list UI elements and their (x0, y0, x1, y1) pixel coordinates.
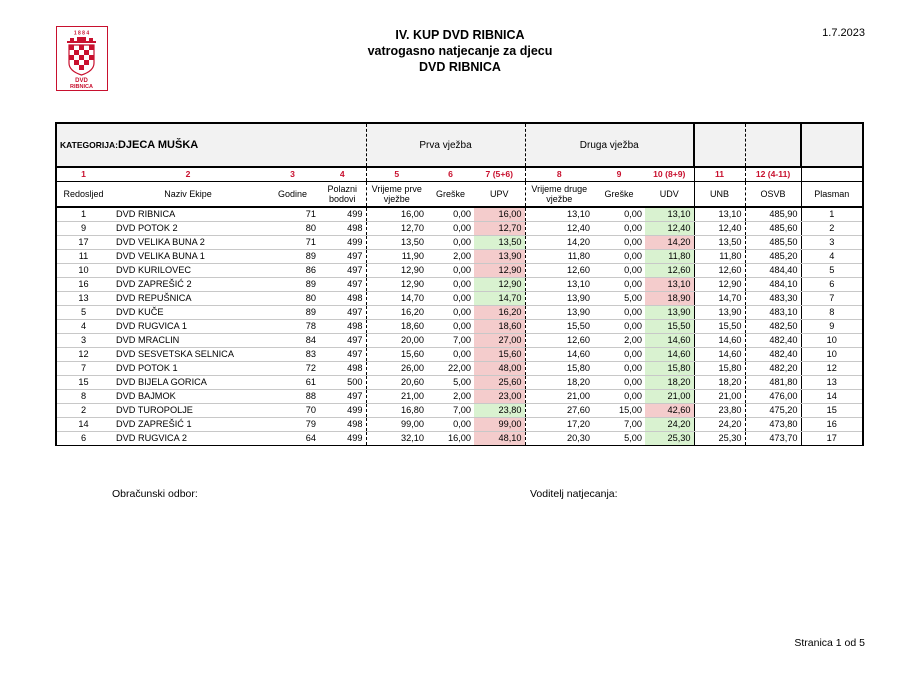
cell-redoslijed: 8 (56, 390, 110, 404)
cell-upv: 23,80 (474, 404, 525, 418)
cell-udv: 25,30 (645, 432, 694, 446)
cell-vrijeme2: 15,80 (525, 362, 593, 376)
cell-greske1: 2,00 (427, 390, 474, 404)
cell-team-name: DVD REPUŠNICA (110, 292, 266, 306)
cell-osvb: 482,40 (745, 334, 801, 348)
cell-vrijeme2: 17,20 (525, 418, 593, 432)
cell-udv: 21,00 (645, 390, 694, 404)
cell-vrijeme2: 21,00 (525, 390, 593, 404)
cell-upv: 13,50 (474, 236, 525, 250)
cell-vrijeme2: 12,40 (525, 222, 593, 236)
col-num: 7 (5+6) (474, 167, 525, 181)
table-row (56, 207, 863, 222)
cell-vrijeme1: 18,60 (366, 320, 427, 334)
cell-udv: 13,90 (645, 306, 694, 320)
cell-plasman: 8 (801, 306, 863, 320)
cell-vrijeme1: 12,90 (366, 264, 427, 278)
cell-team-name: DVD RUGVICA 2 (110, 432, 266, 446)
cell-greske2: 0,00 (593, 264, 645, 278)
organizer-name: DVD RIBNICA (419, 60, 501, 74)
cell-godine: 64 (266, 432, 319, 446)
cell-plasman: 16 (801, 418, 863, 432)
category-row (56, 123, 863, 167)
document-header (280, 27, 640, 75)
table-row (56, 306, 863, 320)
table-row (56, 376, 863, 390)
cell-greske1: 7,00 (427, 404, 474, 418)
competition-subtitle: vatrogasno natjecanje za djecu (367, 44, 553, 58)
competition-title: IV. KUP DVD RIBNICA (395, 28, 525, 42)
cell-greske2: 0,00 (593, 348, 645, 362)
cell-udv: 42,60 (645, 404, 694, 418)
cell-greske2: 0,00 (593, 236, 645, 250)
cell-redoslijed: 12 (56, 348, 110, 362)
cell-godine: 70 (266, 404, 319, 418)
cell-plasman: 5 (801, 264, 863, 278)
col-num: 1 (56, 167, 110, 181)
cell-vrijeme2: 27,60 (525, 404, 593, 418)
cell-redoslijed: 15 (56, 376, 110, 390)
cell-redoslijed: 3 (56, 334, 110, 348)
cell-redoslijed: 4 (56, 320, 110, 334)
cell-osvb: 476,00 (745, 390, 801, 404)
header-vrijeme2: Vrijeme druge vježbe (525, 181, 593, 207)
cell-udv: 14,60 (645, 348, 694, 362)
cell-greske1: 0,00 (427, 418, 474, 432)
cell-unb: 13,90 (694, 306, 745, 320)
cell-udv: 15,50 (645, 320, 694, 334)
header-polazni: Polazni bodovi (319, 181, 366, 207)
table-row (56, 292, 863, 306)
cell-team-name: DVD POTOK 1 (110, 362, 266, 376)
fire-brigade-emblem-icon (57, 27, 106, 89)
cell-unb: 15,80 (694, 362, 745, 376)
cell-polazni: 497 (319, 334, 366, 348)
cell-osvb: 475,20 (745, 404, 801, 418)
cell-redoslijed: 9 (56, 222, 110, 236)
cell-greske2: 0,00 (593, 376, 645, 390)
svg-text:1 8 8 4: 1 8 8 4 (73, 30, 90, 37)
cell-greske2: 0,00 (593, 278, 645, 292)
col-num-empty (801, 167, 863, 181)
col-num: 9 (593, 167, 645, 181)
header-udv: UDV (645, 181, 694, 207)
cell-greske1: 7,00 (427, 334, 474, 348)
cell-greske1: 0,00 (427, 236, 474, 250)
document-date: 1.7.2023 (822, 27, 865, 39)
cell-unb: 25,30 (694, 432, 745, 446)
cell-unb: 18,20 (694, 376, 745, 390)
cell-greske1: 0,00 (427, 264, 474, 278)
cell-vrijeme1: 11,90 (366, 250, 427, 264)
cell-vrijeme2: 14,60 (525, 348, 593, 362)
cell-greske1: 0,00 (427, 222, 474, 236)
cell-udv: 14,20 (645, 236, 694, 250)
cell-redoslijed: 17 (56, 236, 110, 250)
cell-plasman: 10 (801, 334, 863, 348)
cell-unb: 12,40 (694, 222, 745, 236)
cell-unb: 12,90 (694, 278, 745, 292)
cell-polazni: 499 (319, 236, 366, 250)
category-value: DJECA MUŠKA (117, 139, 199, 151)
cell-redoslijed: 2 (56, 404, 110, 418)
cell-udv: 18,90 (645, 292, 694, 306)
cell-redoslijed: 11 (56, 250, 110, 264)
cell-osvb: 484,10 (745, 278, 801, 292)
cell-godine: 88 (266, 390, 319, 404)
cell-greske1: 16,00 (427, 432, 474, 446)
cell-polazni: 497 (319, 250, 366, 264)
cell-upv: 12,90 (474, 278, 525, 292)
cell-redoslijed: 7 (56, 362, 110, 376)
cell-plasman: 4 (801, 250, 863, 264)
cell-osvb: 485,20 (745, 250, 801, 264)
cell-vrijeme1: 14,70 (366, 292, 427, 306)
col-num: 6 (427, 167, 474, 181)
cell-vrijeme1: 99,00 (366, 418, 427, 432)
header-plasman: Plasman (801, 181, 863, 207)
results-table (55, 122, 864, 446)
cell-upv: 23,00 (474, 390, 525, 404)
cell-redoslijed: 14 (56, 418, 110, 432)
col-num: 2 (110, 167, 266, 181)
category-blank-unb (694, 123, 745, 167)
cell-redoslijed: 5 (56, 306, 110, 320)
svg-text:DVD: DVD (75, 78, 88, 84)
cell-greske2: 0,00 (593, 306, 645, 320)
category-blank-plasman (801, 123, 863, 167)
cell-vrijeme1: 20,00 (366, 334, 427, 348)
cell-greske2: 0,00 (593, 362, 645, 376)
cell-polazni: 498 (319, 320, 366, 334)
cell-vrijeme1: 12,70 (366, 222, 427, 236)
cell-greske2: 0,00 (593, 390, 645, 404)
cell-plasman: 9 (801, 320, 863, 334)
table-row (56, 264, 863, 278)
cell-godine: 86 (266, 264, 319, 278)
col-num: 10 (8+9) (645, 167, 694, 181)
col-num: 12 (4-11) (745, 167, 801, 181)
category-cell (56, 123, 366, 167)
cell-godine: 72 (266, 362, 319, 376)
cell-upv: 99,00 (474, 418, 525, 432)
table-row (56, 362, 863, 376)
cell-team-name: DVD ZAPREŠIĆ 2 (110, 278, 266, 292)
cell-unb: 14,60 (694, 348, 745, 362)
table-row (56, 278, 863, 292)
header-godine: Godine (266, 181, 319, 207)
table-row (56, 404, 863, 418)
cell-plasman: 12 (801, 362, 863, 376)
cell-unb: 14,60 (694, 334, 745, 348)
cell-greske1: 0,00 (427, 348, 474, 362)
header-redoslijed: Redosljed (56, 181, 110, 207)
cell-redoslijed: 13 (56, 292, 110, 306)
col-num: 3 (266, 167, 319, 181)
cell-redoslijed: 16 (56, 278, 110, 292)
cell-team-name: DVD KURILOVEC (110, 264, 266, 278)
cell-vrijeme1: 16,80 (366, 404, 427, 418)
cell-upv: 16,00 (474, 207, 525, 222)
cell-team-name: DVD BIJELA GORICA (110, 376, 266, 390)
cell-vrijeme2: 20,30 (525, 432, 593, 446)
cell-udv: 12,40 (645, 222, 694, 236)
cell-polazni: 498 (319, 292, 366, 306)
cell-unb: 13,50 (694, 236, 745, 250)
cell-greske1: 5,00 (427, 376, 474, 390)
cell-team-name: DVD KUČE (110, 306, 266, 320)
header-osvb: OSVB (745, 181, 801, 207)
col-num: 5 (366, 167, 427, 181)
cell-godine: 61 (266, 376, 319, 390)
cell-plasman: 17 (801, 432, 863, 446)
cell-unb: 23,80 (694, 404, 745, 418)
cell-udv: 24,20 (645, 418, 694, 432)
cell-plasman: 14 (801, 390, 863, 404)
cell-plasman: 3 (801, 236, 863, 250)
group-first-exercise: Prva vježba (366, 123, 525, 167)
cell-unb: 12,60 (694, 264, 745, 278)
signature-calculation-board: Obračunski odbor: (112, 488, 198, 500)
dvd-ribnica-logo (56, 26, 108, 91)
cell-upv: 14,70 (474, 292, 525, 306)
col-num: 8 (525, 167, 593, 181)
cell-plasman: 13 (801, 376, 863, 390)
cell-greske2: 0,00 (593, 207, 645, 222)
cell-godine: 84 (266, 334, 319, 348)
cell-greske2: 0,00 (593, 250, 645, 264)
cell-team-name: DVD POTOK 2 (110, 222, 266, 236)
cell-team-name: DVD RUGVICA 1 (110, 320, 266, 334)
cell-upv: 12,90 (474, 264, 525, 278)
cell-team-name: DVD VELIKA BUNA 1 (110, 250, 266, 264)
cell-vrijeme1: 21,00 (366, 390, 427, 404)
cell-godine: 80 (266, 292, 319, 306)
cell-vrijeme2: 15,50 (525, 320, 593, 334)
cell-udv: 14,60 (645, 334, 694, 348)
cell-osvb: 485,50 (745, 236, 801, 250)
cell-vrijeme2: 12,60 (525, 264, 593, 278)
cell-plasman: 10 (801, 348, 863, 362)
cell-vrijeme1: 13,50 (366, 236, 427, 250)
table-row (56, 390, 863, 404)
cell-polazni: 499 (319, 432, 366, 446)
cell-upv: 12,70 (474, 222, 525, 236)
table-row (56, 348, 863, 362)
cell-udv: 15,80 (645, 362, 694, 376)
cell-greske2: 0,00 (593, 320, 645, 334)
cell-unb: 24,20 (694, 418, 745, 432)
cell-team-name: DVD BAJMOK (110, 390, 266, 404)
cell-unb: 14,70 (694, 292, 745, 306)
table-row (56, 320, 863, 334)
table-row (56, 334, 863, 348)
cell-greske2: 5,00 (593, 432, 645, 446)
cell-godine: 83 (266, 348, 319, 362)
cell-team-name: DVD SESVETSKA SELNICA (110, 348, 266, 362)
cell-polazni: 499 (319, 404, 366, 418)
cell-vrijeme1: 20,60 (366, 376, 427, 390)
cell-udv: 11,80 (645, 250, 694, 264)
cell-greske2: 7,00 (593, 418, 645, 432)
cell-polazni: 498 (319, 362, 366, 376)
cell-greske1: 0,00 (427, 320, 474, 334)
cell-polazni: 497 (319, 306, 366, 320)
cell-vrijeme1: 26,00 (366, 362, 427, 376)
table-row (56, 418, 863, 432)
header-greske2: Greške (593, 181, 645, 207)
cell-upv: 18,60 (474, 320, 525, 334)
cell-redoslijed: 6 (56, 432, 110, 446)
cell-udv: 13,10 (645, 278, 694, 292)
cell-vrijeme2: 18,20 (525, 376, 593, 390)
cell-godine: 89 (266, 250, 319, 264)
cell-redoslijed: 10 (56, 264, 110, 278)
column-header-row (56, 181, 863, 207)
header-vrijeme1: Vrijeme prve vježbe (366, 181, 427, 207)
cell-godine: 89 (266, 278, 319, 292)
cell-osvb: 473,70 (745, 432, 801, 446)
cell-polazni: 498 (319, 222, 366, 236)
cell-vrijeme1: 12,90 (366, 278, 427, 292)
cell-godine: 71 (266, 236, 319, 250)
cell-godine: 71 (266, 207, 319, 222)
cell-unb: 13,10 (694, 207, 745, 222)
cell-vrijeme2: 13,90 (525, 292, 593, 306)
cell-osvb: 482,40 (745, 348, 801, 362)
page-number: Stranica 1 od 5 (794, 637, 865, 649)
cell-greske2: 15,00 (593, 404, 645, 418)
cell-upv: 25,60 (474, 376, 525, 390)
cell-team-name: DVD MRACLIN (110, 334, 266, 348)
cell-greske1: 2,00 (427, 250, 474, 264)
cell-osvb: 485,60 (745, 222, 801, 236)
cell-unb: 11,80 (694, 250, 745, 264)
table-row (56, 222, 863, 236)
cell-upv: 48,00 (474, 362, 525, 376)
cell-team-name: DVD ZAPREŠIĆ 1 (110, 418, 266, 432)
cell-plasman: 7 (801, 292, 863, 306)
cell-upv: 15,60 (474, 348, 525, 362)
cell-vrijeme2: 14,20 (525, 236, 593, 250)
cell-upv: 16,20 (474, 306, 525, 320)
col-num: 4 (319, 167, 366, 181)
cell-osvb: 483,30 (745, 292, 801, 306)
header-naziv: Naziv Ekipe (110, 181, 266, 207)
cell-polazni: 497 (319, 348, 366, 362)
column-numbers-row (56, 167, 863, 181)
cell-unb: 15,50 (694, 320, 745, 334)
cell-udv: 13,10 (645, 207, 694, 222)
cell-polazni: 497 (319, 264, 366, 278)
svg-text:RIBNICA: RIBNICA (70, 84, 93, 89)
cell-godine: 89 (266, 306, 319, 320)
cell-greske1: 0,00 (427, 306, 474, 320)
cell-greske1: 0,00 (427, 292, 474, 306)
cell-polazni: 500 (319, 376, 366, 390)
cell-vrijeme1: 16,20 (366, 306, 427, 320)
cell-team-name: DVD RIBNICA (110, 207, 266, 222)
cell-vrijeme2: 13,10 (525, 207, 593, 222)
cell-greske2: 0,00 (593, 222, 645, 236)
cell-team-name: DVD TUROPOLJE (110, 404, 266, 418)
cell-osvb: 482,50 (745, 320, 801, 334)
cell-godine: 78 (266, 320, 319, 334)
cell-unb: 21,00 (694, 390, 745, 404)
cell-godine: 79 (266, 418, 319, 432)
table-row (56, 432, 863, 446)
cell-plasman: 2 (801, 222, 863, 236)
cell-upv: 48,10 (474, 432, 525, 446)
cell-greske1: 22,00 (427, 362, 474, 376)
cell-vrijeme1: 16,00 (366, 207, 427, 222)
cell-plasman: 15 (801, 404, 863, 418)
cell-polazni: 498 (319, 418, 366, 432)
cell-vrijeme2: 12,60 (525, 334, 593, 348)
cell-greske2: 5,00 (593, 292, 645, 306)
cell-redoslijed: 1 (56, 207, 110, 222)
group-second-exercise: Druga vježba (525, 123, 694, 167)
header-unb: UNB (694, 181, 745, 207)
cell-plasman: 1 (801, 207, 863, 222)
cell-udv: 18,20 (645, 376, 694, 390)
cell-team-name: DVD VELIKA BUNA 2 (110, 236, 266, 250)
cell-polazni: 497 (319, 390, 366, 404)
signature-competition-leader: Voditelj natjecanja: (530, 488, 618, 500)
cell-godine: 80 (266, 222, 319, 236)
cell-vrijeme2: 13,10 (525, 278, 593, 292)
cell-upv: 27,00 (474, 334, 525, 348)
cell-vrijeme1: 32,10 (366, 432, 427, 446)
table-row (56, 236, 863, 250)
cell-osvb: 482,20 (745, 362, 801, 376)
cell-plasman: 6 (801, 278, 863, 292)
cell-polazni: 499 (319, 207, 366, 222)
col-num: 11 (694, 167, 745, 181)
cell-greske2: 2,00 (593, 334, 645, 348)
cell-vrijeme1: 15,60 (366, 348, 427, 362)
header-greske1: Greške (427, 181, 474, 207)
cell-osvb: 485,90 (745, 207, 801, 222)
table-row (56, 250, 863, 264)
category-label: KATEGORIJA: (60, 140, 118, 150)
cell-upv: 13,90 (474, 250, 525, 264)
cell-osvb: 473,80 (745, 418, 801, 432)
cell-udv: 12,60 (645, 264, 694, 278)
cell-polazni: 497 (319, 278, 366, 292)
cell-osvb: 484,40 (745, 264, 801, 278)
header-upv: UPV (474, 181, 525, 207)
cell-greske1: 0,00 (427, 207, 474, 222)
cell-vrijeme2: 11,80 (525, 250, 593, 264)
category-blank-osvb (745, 123, 801, 167)
cell-osvb: 481,80 (745, 376, 801, 390)
cell-osvb: 483,10 (745, 306, 801, 320)
cell-greske1: 0,00 (427, 278, 474, 292)
cell-vrijeme2: 13,90 (525, 306, 593, 320)
